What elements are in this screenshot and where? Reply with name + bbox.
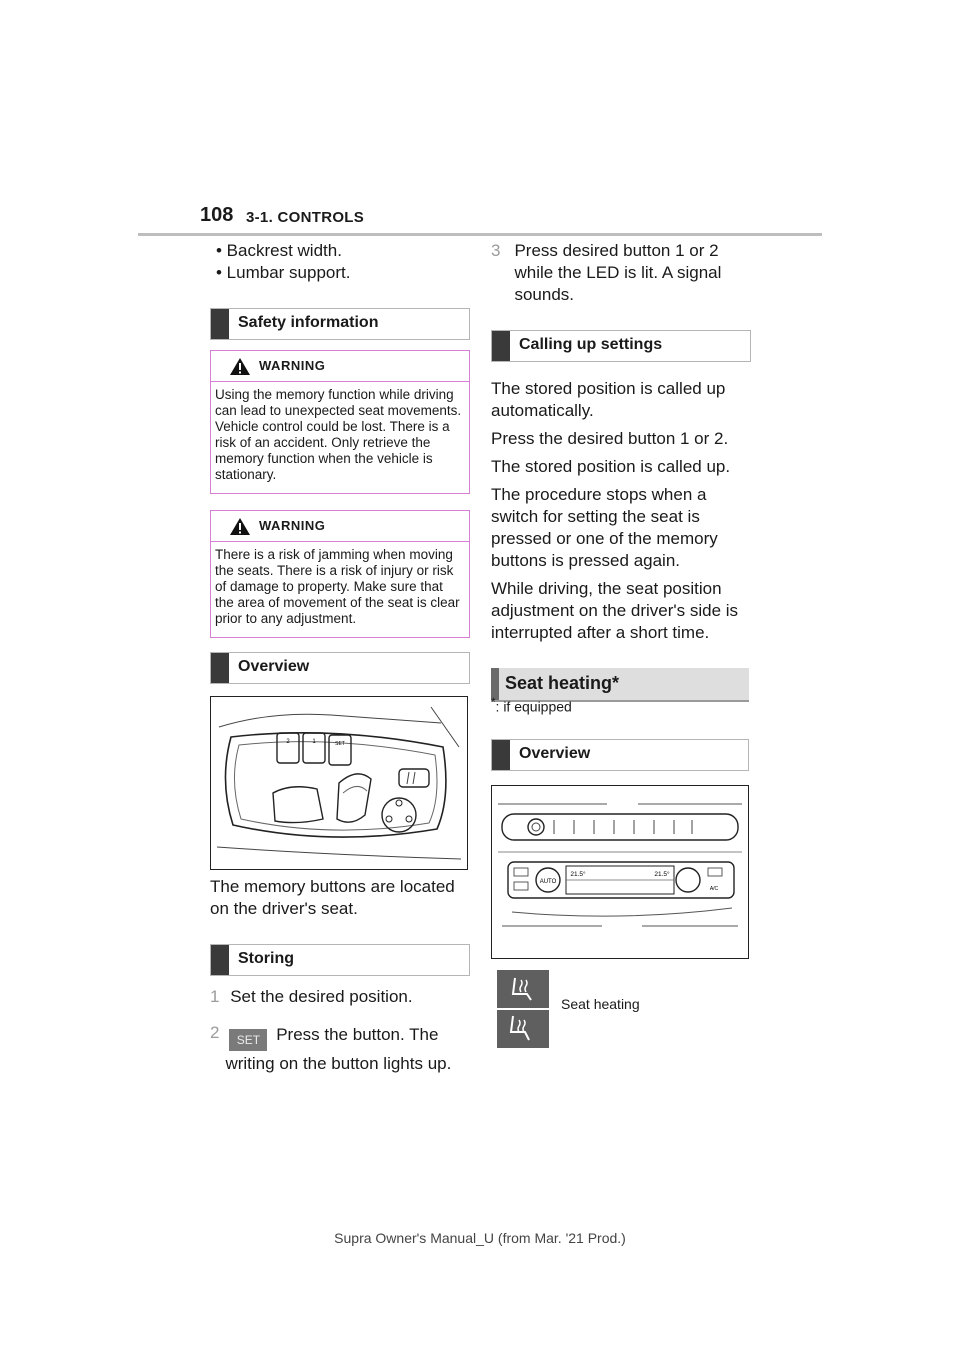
memory-button-1-label: 1 [312,739,316,745]
warning-triangle-icon [229,517,251,536]
page-number: 108 [200,204,234,226]
step-2 [210,1022,470,1076]
figure-caption: The memory buttons are located on the driver's seat. [210,877,455,918]
heading-text: Safety information [238,314,379,331]
warning-header [211,351,469,382]
warning-text: Using the memory function while driving can lead to unexpected seat movements. Vehicle control could be lost. There is a risk of an accident. Only retrieve the memory function when the vehicle is stationary. [215,387,462,482]
step-number: 2 [210,1023,220,1042]
seat-heating-icons [497,970,549,1048]
heading-bar [492,740,510,770]
seat-heating-icon-2 [497,1010,549,1048]
memory-buttons-figure [210,696,468,870]
footnote-text: : if equipped [495,698,572,715]
heading-bar [492,331,510,361]
heading-text: Seat heating* [505,673,620,693]
right-column [491,240,751,702]
temp-left-label: 21.5° [570,871,586,878]
footnote [491,696,572,715]
warning-box-2 [210,510,470,638]
seat-heating-glyph [497,970,549,1008]
heading-bar [211,653,229,683]
temp-right-label: 21.5° [654,871,670,878]
step-text-wrap [225,1022,455,1076]
step-3 [491,240,751,306]
footnote-mark: * [491,696,496,709]
memory-set-label: SET [335,741,345,747]
ac-label: A/C [709,886,719,892]
header-rule [138,233,822,236]
heading-text: Overview [238,658,310,675]
heading-bar [211,945,229,975]
paragraph: The procedure stops when a switch for setting the seat is pressed or one of the memory buttons is pressed again. [491,485,718,570]
seat-heating-icon [497,970,549,1008]
set-button-icon: SET [229,1029,267,1051]
step-number: 1 [210,987,220,1006]
bullet-backrest: • Backrest width. [216,241,342,260]
climate-panel-illustration [492,786,748,958]
seat-memory-illustration [211,697,467,869]
step-1 [210,986,470,1008]
heading-text: Storing [238,950,294,967]
left-column [210,240,470,1076]
step-number: 3 [491,241,501,260]
footer-text: Supra Owner's Manual_U (from Mar. '21 Prod.) [334,1230,626,1246]
paragraph: The stored position is called up automatically. [491,379,726,420]
step-text: Set the desired position. [230,987,413,1006]
climate-panel-figure [491,785,749,959]
auto-label: AUTO [539,879,557,885]
seat-heating-label: Seat heating [561,996,640,1012]
heading-text: Overview [519,745,591,762]
paragraph: While driving, the seat position adjustment on the driver's side is interrupted after a short time. [491,579,739,642]
heading-calling-up-settings [491,330,751,362]
section-title: 3-1. CONTROLS [246,209,365,226]
heading-overview [210,652,470,684]
heading-storing [210,944,470,976]
heading-overview-right [491,739,749,771]
step-text: Press desired button 1 or 2 while the LED is lit. A signal sounds. [514,241,722,304]
paragraph: The stored position is called up. [491,457,731,476]
step-text: Press the button. The writing on the button lights up. [225,1025,452,1073]
warning-text: There is a risk of jamming when moving the seats. There is a risk of injury or risk of damage to property. Make sure that the area of movement of the seat is clear prior to any adjustment. [215,547,460,626]
bullet-lumbar: • Lumbar support. [216,263,351,282]
warning-label: WARNING [259,358,326,373]
seat-heating-glyph [497,1010,549,1048]
heading-bar [211,309,229,339]
heading-text: Calling up settings [519,336,663,353]
warning-box-1 [210,350,470,494]
memory-button-2-label: 2 [286,739,290,745]
paragraph: Press the desired button 1 or 2. [491,429,729,448]
warning-header [211,511,469,542]
warning-label: WARNING [259,518,326,533]
heading-safety-information [210,308,470,340]
warning-triangle-icon [229,357,251,376]
